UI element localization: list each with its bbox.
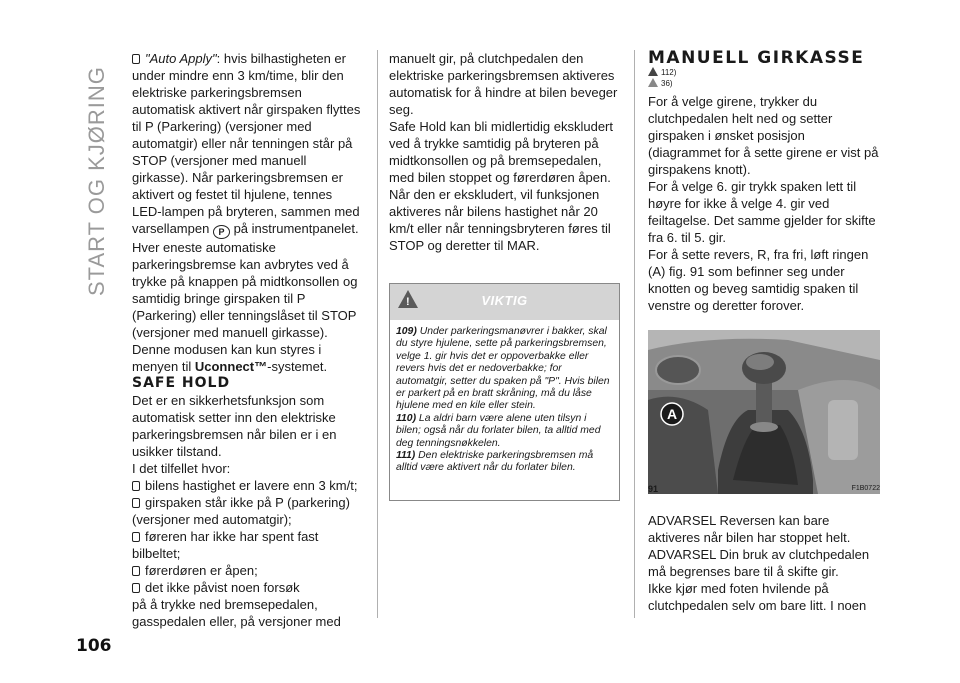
paragraph: Ikke kjør med foten hvilende på clutchpedalen selv om bare litt. I noen	[648, 581, 867, 613]
bullet-icon	[132, 481, 140, 491]
list-item: det ikke påvist noen forsøk	[132, 579, 364, 596]
bullet-icon	[132, 54, 140, 64]
warning-title: VIKTIG	[481, 293, 528, 308]
section-heading-manual-gearbox: MANUELL GIRKASSE	[648, 48, 865, 68]
figure-callout-a: A	[666, 406, 678, 422]
warning-box	[389, 283, 620, 501]
parking-brake-warning-icon: P	[213, 225, 230, 239]
bullet-icon	[132, 566, 140, 576]
column-divider	[377, 50, 378, 618]
warning-item: 109) Under parkeringsmanøvrer i bakker, skal du styre hjulene, sette på parkeringsbremsen, velge 1. gir hvis det er oppoverbakke eller revers hvis det er nedoverbakke; for automatgir, setter du spaken på "P". Hvis bilen er parkert på en bratt skråning, må du låse hjulene med en kile eller stein.	[396, 326, 610, 412]
paragraph: For å velge girene, trykker du clutchpedalen helt ned og setter girspaken i ønsket posisjon (diagrammet for å sette girene er vist på girspakens knott).	[648, 94, 879, 177]
figure-number: 91	[648, 484, 659, 494]
paragraph: på å trykke ned bremsepedalen, gasspedalen eller, på versjoner med	[132, 597, 341, 629]
gear-lever-photo	[648, 330, 880, 494]
page-number: 106	[76, 636, 112, 656]
column-1	[132, 50, 364, 630]
paragraph: For å velge 6. gir trykk spaken lett til høyre for ikke å velge 4. gir ved feiltagelse. Det samme gjelder for skifte fra 6. til 5. gir.	[648, 179, 876, 245]
bullet-icon	[132, 583, 140, 593]
paragraph: Hver eneste automatiske parkeringsbremse kan avbrytes ved å trykke på knappen på midtkonsollen og samtidig bringe girspaken til P (Parkering) eller tenningslåset til STOP (versjoner med manuell girkasse). Denne modusen kan kun styres i menyen til Uconnect™-systemet.	[132, 240, 358, 374]
paragraph: Det er en sikkerhetsfunksjon som automatisk setter inn den elektriske parkeringsbremsen når bilen er i en usikker tilstand.	[132, 393, 337, 459]
figure-caption	[648, 484, 880, 496]
paragraph: For å sette revers, R, fra fri, løft ringen (A) fig. 91 som befinner seg under knotten og beveg samtidig spaken til venstre og deretter forover.	[648, 247, 869, 313]
column-3-lower	[648, 512, 880, 614]
list-item: bilens hastighet er lavere enn 3 km/t;	[132, 477, 364, 494]
paragraph: ADVARSEL Reversen kan bare aktiveres når bilen har stoppet helt.	[648, 513, 851, 545]
warning-header: ! VIKTIG	[390, 284, 619, 320]
list-item: girspaken står ikke på P (parkering) (versjoner med automatgir);	[132, 495, 350, 527]
section-heading-safe-hold: SAFE HOLD	[132, 375, 231, 391]
caution-icon	[648, 78, 658, 87]
column-3	[648, 50, 880, 314]
paragraph: Når den er ekskludert, vil funksjonen aktiveres når bilens hastighet når 20 km/t eller når tenningsbryteren føres til STOP og deretter til MAR.	[389, 187, 611, 253]
warning-item: 110) La aldri barn være alene uten tilsyn i bilen; også når du forlater bilen, ta alltid med deg tenningsnøkkelen.	[396, 412, 601, 449]
bullet-icon	[132, 498, 140, 508]
list-item: føreren har ikke har spent fast bilbeltet;	[132, 529, 319, 561]
column-divider	[634, 50, 635, 618]
warning-icon	[648, 67, 658, 76]
reference-note: 112)	[648, 67, 880, 78]
warning-item: 111) Den elektriske parkeringsbremsen må alltid være aktivert når du forlater bilen.	[396, 450, 594, 474]
figure-code: F1B0722	[851, 485, 880, 492]
list-item: førerdøren er åpen;	[132, 562, 364, 579]
bullet-icon	[132, 532, 140, 542]
paragraph: Safe Hold kan bli midlertidig ekskludert ved å trykke samtidig på bryteren på midtkonsollen og på bremsepedalen, med bilen stoppet og førerdøren åpen.	[389, 119, 613, 185]
chapter-title	[76, 58, 112, 298]
gear-lever-illustration	[648, 330, 880, 494]
warning-body	[390, 320, 619, 475]
reference-note: 36)	[648, 78, 880, 89]
chapter-title-text: START OG KJØRING	[84, 66, 109, 296]
paragraph: I det tilfellet hvor:	[132, 461, 231, 476]
paragraph: manuelt gir, på clutchpedalen den elektriske parkeringsbremsen aktiveres automatisk for å hindre at bilen beveger seg.	[389, 51, 618, 117]
column-2	[389, 50, 619, 254]
paragraph: "Auto Apply": hvis bilhastigheten er under mindre enn 3 km/time, blir den elektriske parkeringsbremsen automatisk aktivert når girspaken flyttes til P (Parkering) (versjoner med automatgir) eller når tenningen står på STOP (versjoner med manuell girkasse). Når parkeringsbremsen er aktivert og festet til hjulene, tennes LED-lampen på bryteren, sammen med varsellampen P på instrumentpanelet.	[132, 51, 361, 237]
paragraph: ADVARSEL Din bruk av clutchpedalen må begrenses bare til å skifte gir.	[648, 547, 870, 579]
